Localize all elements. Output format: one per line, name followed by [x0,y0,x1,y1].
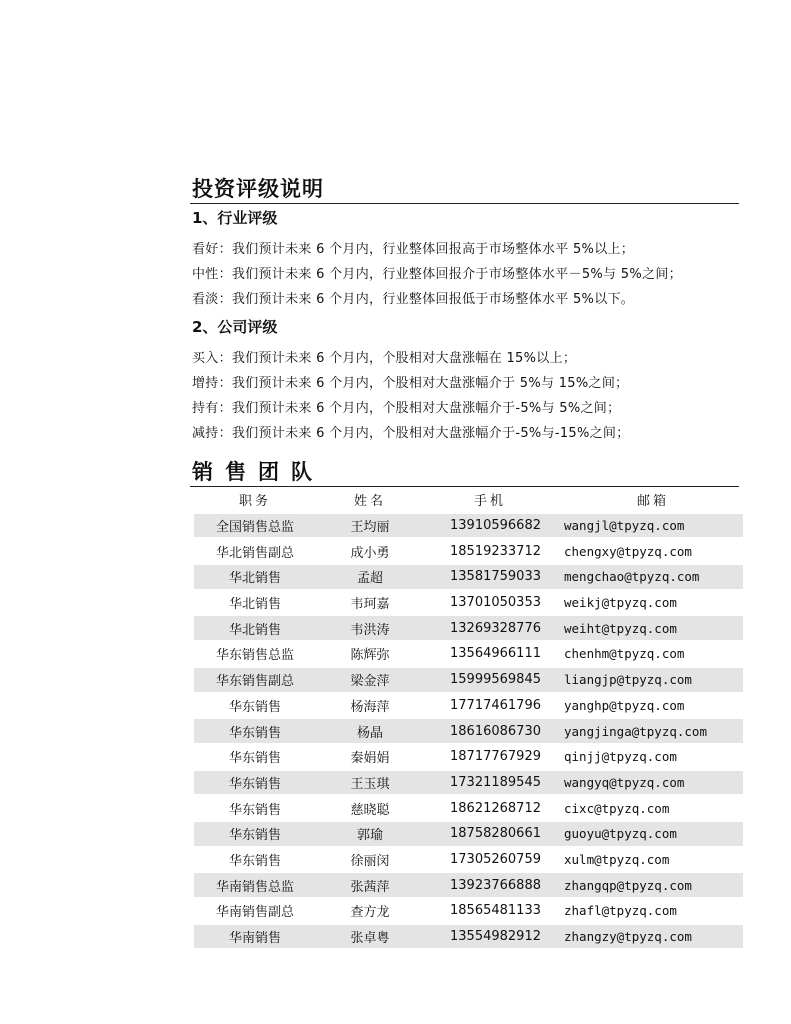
cell-email: zhangzy@tpyzq.com [564,929,692,945]
column-header-name: 姓名 [353,494,386,510]
cell-title: 华东销售 [228,776,281,792]
cell-name: 查方龙 [350,905,390,921]
cell-name: 王均丽 [350,520,390,536]
cell-name: 徐丽闵 [350,853,390,869]
column-header-email: 邮箱 [636,494,669,510]
cell-title: 华东销售总监 [215,648,294,664]
table-row [190,590,743,616]
sales-team-table [190,487,743,949]
cell-name: 陈辉弥 [350,648,390,664]
cell-phone: 15999569845 [450,672,541,688]
table-row [190,513,743,539]
table-row [190,898,743,924]
cell-phone: 17717461796 [450,697,541,713]
cell-phone: 13701050353 [450,595,541,611]
table-row [190,770,743,796]
cell-email: zhafl@tpyzq.com [564,903,677,919]
cell-title: 华东销售 [228,853,281,869]
company-rating-line: 减持：我们预计未来 6 个月内，个股相对大盘涨幅介于-5%与-15%之间； [192,426,630,441]
table-row [190,667,743,693]
industry-rating-heading: 1、行业评级 [192,209,278,227]
cell-name: 成小勇 [350,545,390,561]
cell-title: 华南销售副总 [215,905,294,921]
cell-name: 王玉琪 [350,776,390,792]
cell-title: 华东销售副总 [215,674,294,690]
cell-email: liangjp@tpyzq.com [564,672,692,688]
table-row [190,872,743,898]
company-rating-line: 增持：我们预计未来 6 个月内，个股相对大盘涨幅介于 5%与 15%之间； [192,376,629,391]
table-row [190,744,743,770]
cell-email: xulm@tpyzq.com [564,851,670,867]
cell-phone: 13564966111 [450,646,541,662]
table-row [190,693,743,719]
cell-email: chengxy@tpyzq.com [564,543,692,559]
cell-title: 华北销售副总 [215,545,294,561]
table-row [190,538,743,564]
cell-phone: 13269328776 [450,620,541,636]
cell-phone: 13554982912 [450,929,541,945]
industry-rating-line: 看淡：我们预计未来 6 个月内，行业整体回报低于市场整体水平 5%以下。 [192,292,635,307]
cell-email: yangjinga@tpyzq.com [564,723,707,739]
cell-title: 全国销售总监 [215,520,294,536]
cell-email: wangjl@tpyzq.com [564,518,685,534]
cell-email: weikj@tpyzq.com [564,595,677,611]
company-rating-line: 买入：我们预计未来 6 个月内，个股相对大盘涨幅在 15%以上； [192,351,577,366]
cell-name: 孟超 [356,571,383,587]
industry-rating-line: 看好：我们预计未来 6 个月内，行业整体回报高于市场整体水平 5%以上； [192,242,635,257]
cell-name: 秦娟娟 [350,751,390,767]
company-rating-heading: 2、公司评级 [192,318,278,336]
cell-phone: 18519233712 [450,543,541,559]
cell-phone: 18621268712 [450,800,541,816]
cell-name: 慈晓聪 [350,802,390,818]
table-header-row [190,487,743,513]
cell-email: wangyq@tpyzq.com [564,774,685,790]
cell-name: 张卓粤 [350,931,390,947]
cell-name: 郭瑜 [356,828,383,844]
cell-phone: 13581759033 [450,569,541,585]
rating-heading: 投资评级说明 [192,176,324,201]
cell-title: 华东销售 [228,725,281,741]
cell-email: yanghp@tpyzq.com [564,697,685,713]
cell-email: cixc@tpyzq.com [564,800,670,816]
cell-email: qinjj@tpyzq.com [564,749,677,765]
cell-email: guoyu@tpyzq.com [564,826,677,842]
cell-phone: 13923766888 [450,877,541,893]
cell-phone: 17305260759 [450,851,541,867]
column-header-phone: 手机 [473,494,506,510]
cell-name: 杨海萍 [350,699,390,715]
rating-heading-rule [190,203,739,204]
table-row [190,564,743,590]
cell-title: 华北销售 [228,597,281,613]
cell-phone: 17321189545 [450,774,541,790]
cell-email: mengchao@tpyzq.com [564,569,700,585]
cell-title: 华北销售 [228,571,281,587]
cell-title: 华南销售总监 [215,879,294,895]
cell-title: 华东销售 [228,699,281,715]
cell-phone: 18758280661 [450,826,541,842]
industry-rating-line: 中性：我们预计未来 6 个月内，行业整体回报介于市场整体水平－5%与 5%之间； [192,267,682,282]
cell-name: 梁金萍 [350,674,390,690]
cell-phone: 18565481133 [450,903,541,919]
cell-email: weiht@tpyzq.com [564,620,677,636]
cell-title: 华东销售 [228,802,281,818]
cell-name: 韦珂嘉 [350,597,390,613]
table-row [190,718,743,744]
table-row [190,847,743,873]
cell-phone: 18717767929 [450,749,541,765]
table-row [190,615,743,641]
column-header-title: 职务 [238,494,271,510]
cell-name: 韦洪涛 [350,622,390,638]
company-rating-line: 持有：我们预计未来 6 个月内，个股相对大盘涨幅介于-5%与 5%之间； [192,401,621,416]
table-row [190,641,743,667]
table-row [190,821,743,847]
table-row [190,795,743,821]
cell-title: 华南销售 [228,931,281,947]
cell-email: chenhm@tpyzq.com [564,646,685,662]
cell-email: zhangqp@tpyzq.com [564,877,692,893]
cell-title: 华东销售 [228,828,281,844]
cell-name: 杨晶 [356,725,383,741]
cell-phone: 18616086730 [450,723,541,739]
cell-phone: 13910596682 [450,518,541,534]
sales-team-heading: 销售团队 [192,459,324,484]
cell-title: 华北销售 [228,622,281,638]
table-row [190,924,743,950]
cell-name: 张茜萍 [350,879,390,895]
cell-title: 华东销售 [228,751,281,767]
